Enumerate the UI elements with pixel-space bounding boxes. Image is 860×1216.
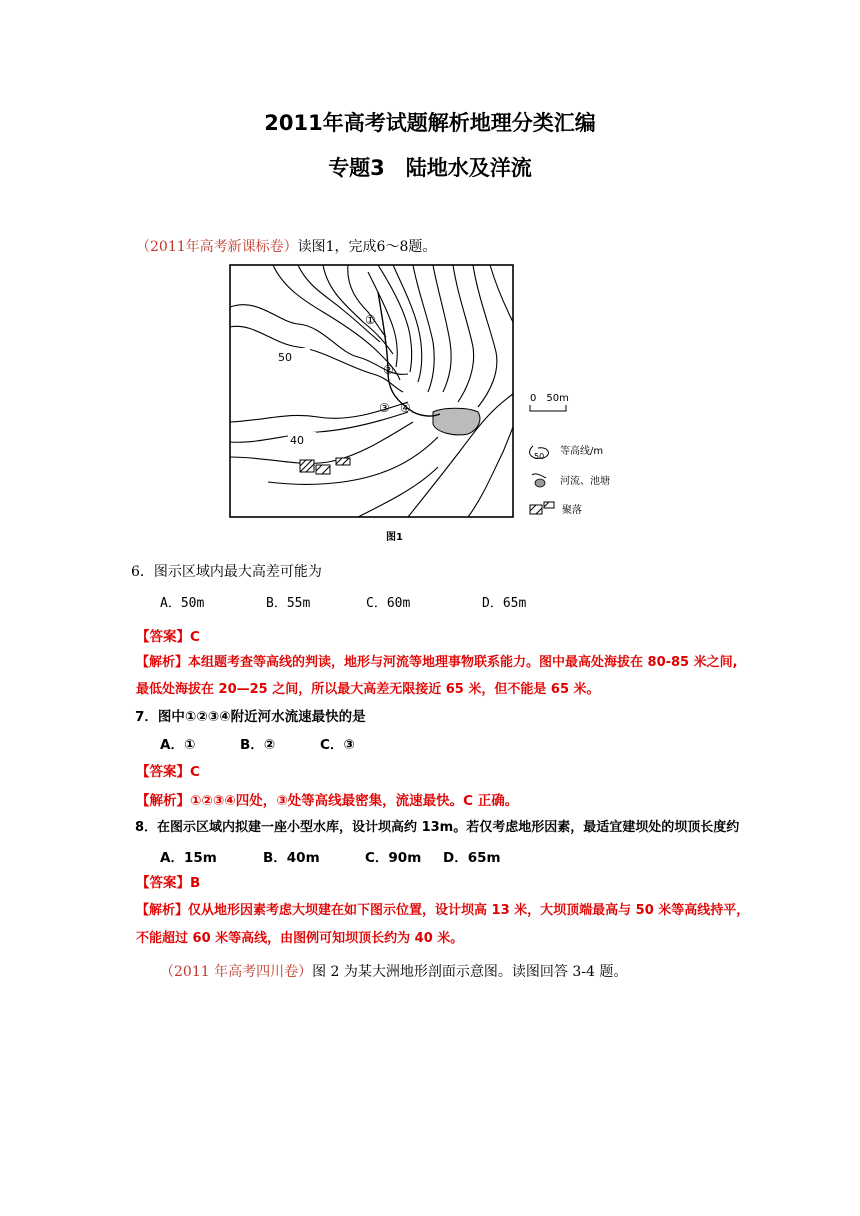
q6-option-d: D．65m [482, 596, 527, 611]
marker-1: ① [365, 313, 376, 327]
section2-source: （2011 年高考四川卷） [160, 964, 313, 980]
q7-analysis: 【解析】①②③④四处，③处等高线最密集，流速最快。C 正确。 [136, 793, 519, 809]
q8-option-a: A．15m [160, 850, 217, 866]
legend-settlement-text: 聚落 [562, 505, 582, 516]
q8-analysis-line1: 【解析】仅从地形因素考虑大坝建在如下图示位置，设计坝高 13 米，大坝顶端最高与 50 米等高线持平， [136, 903, 750, 918]
section1-prompt: 读图1，完成6～8题。 [297, 239, 437, 255]
map-frame [230, 265, 513, 517]
q6-option-b: B．55m [266, 596, 311, 611]
section2-intro [160, 961, 627, 981]
q7-option-a: A．① [160, 737, 196, 753]
q6-analysis-line2: 最低处海拔在 20—25 之间，所以最大高差无限接近 65 米，但不能是 65 米。 [136, 682, 600, 697]
q6-option-c: C．60m [366, 596, 411, 611]
q7-option-c: C．③ [320, 737, 355, 753]
marker-2: ② [383, 363, 394, 377]
q6-stem: 6．图示区域内最大高差可能为 [131, 564, 322, 580]
section2-prompt: 图 2 为某大洲地形剖面示意图。读图回答 3-4 题。 [312, 964, 628, 980]
q7-stem: 7．图中①②③④附近河水流速最快的是 [135, 709, 366, 725]
q6-answer: 【答案】C [136, 629, 200, 645]
legend-contour-sample: 50 [534, 452, 545, 461]
contour-label-40: 40 [290, 434, 304, 447]
q6-option-a: A．50m [160, 596, 205, 611]
legend [530, 444, 610, 516]
scale-bar [530, 393, 569, 411]
q8-options [160, 846, 501, 866]
figure1-caption: 图1 [386, 532, 403, 543]
q8-option-d: D．65m [443, 850, 501, 866]
q8-analysis-line2: 不能超过 60 米等高线，由图例可知坝顶长约为 40 米。 [136, 931, 464, 946]
q8-option-b: B．40m [263, 850, 320, 866]
page-subtitle: 专题3 陆地水及洋流 [328, 156, 532, 180]
marker-4: ④ [400, 401, 411, 415]
pond [433, 408, 480, 435]
q6-analysis-line1: 【解析】本组题考查等高线的判读，地形与河流等地理事物联系能力。图中最高处海拔在 80-85 米之间, [136, 655, 738, 670]
q8-option-c: C．90m [365, 850, 422, 866]
contour-label-50: 50 [278, 351, 292, 364]
page-title: 2011年高考试题解析地理分类汇编 [264, 111, 596, 135]
section1-source: （2011年高考新课标卷） [136, 239, 298, 255]
scale-label: 0 50m [530, 393, 569, 404]
q8-stem: 8．在图示区域内拟建一座小型水库，设计坝高约 13m。若仅考虑地形因素，最适宜建坝处的坝顶长度约 [135, 820, 740, 835]
q6-options [160, 592, 526, 611]
section1-intro [136, 236, 436, 256]
q8-answer: 【答案】B [136, 875, 201, 891]
q7-options [160, 733, 355, 753]
legend-river-text: 河流、池塘 [560, 476, 610, 487]
figure1-contour-map [228, 262, 648, 552]
legend-contour-text: 等高线/m [560, 446, 604, 457]
q7-option-b: B．② [240, 737, 276, 753]
marker-3: ③ [379, 401, 390, 415]
q7-answer: 【答案】C [136, 764, 200, 780]
